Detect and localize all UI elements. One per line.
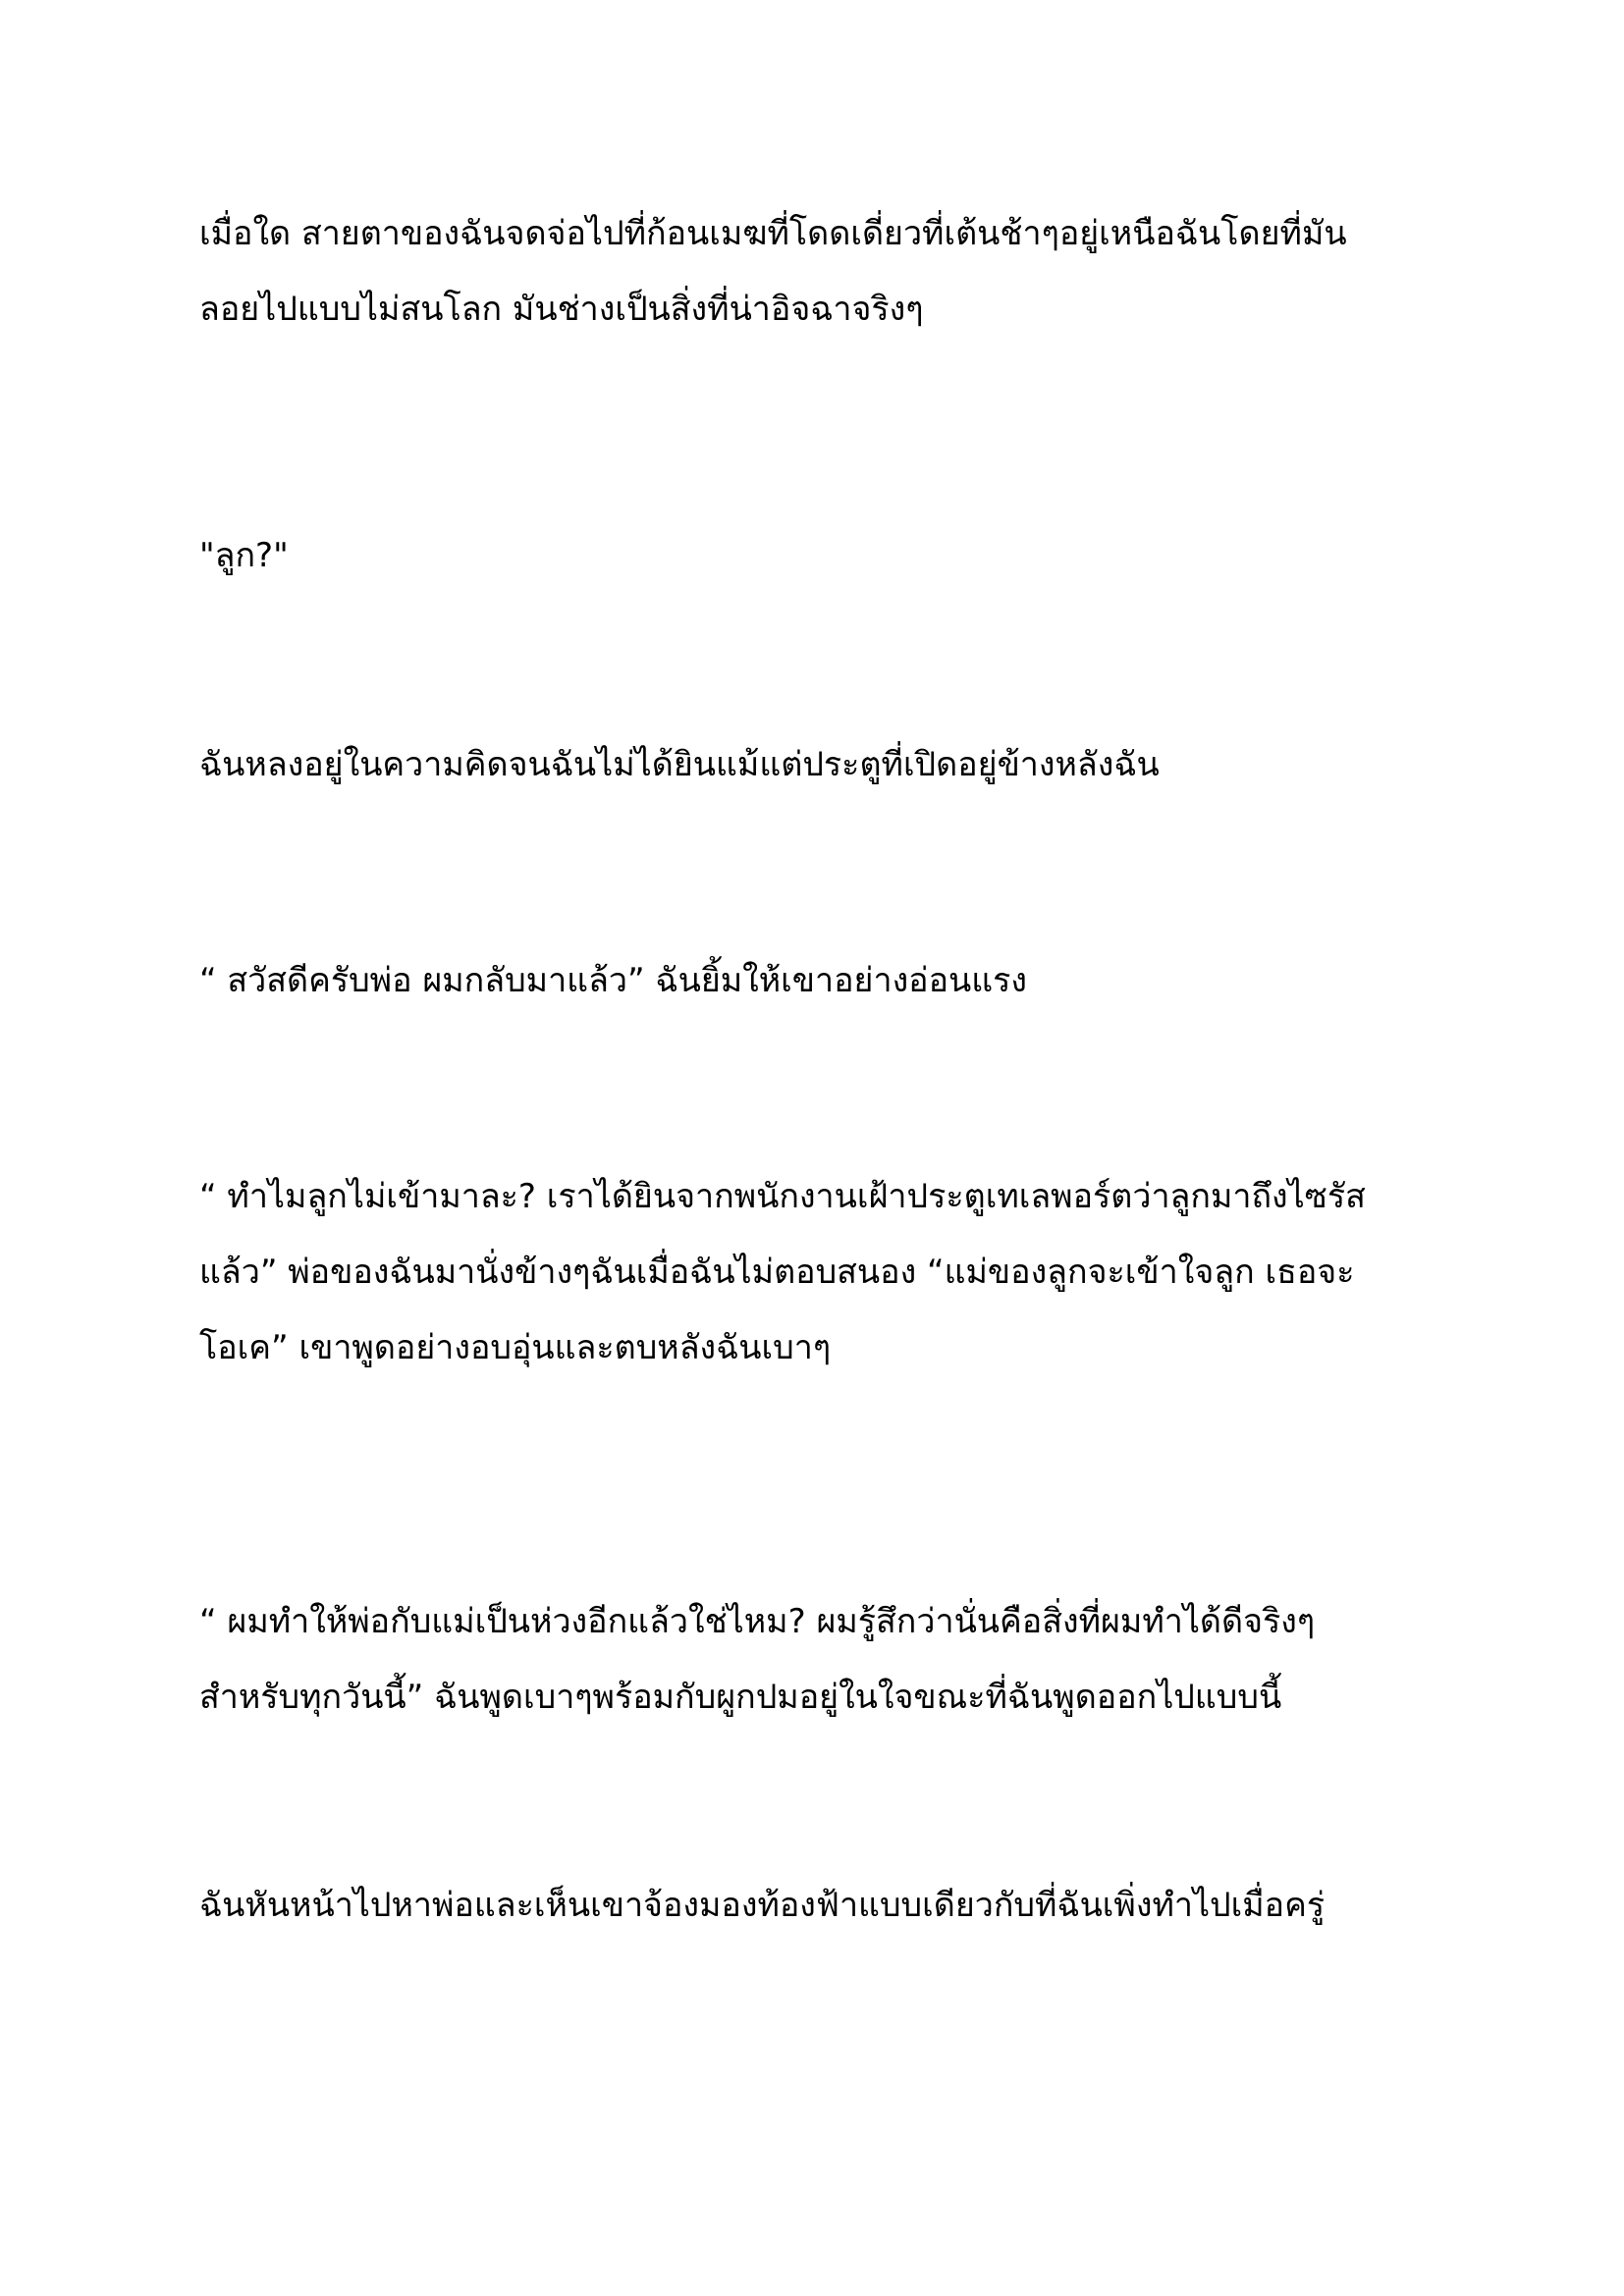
text-line: ฉันหันหน้าไปหาพ่อและเห็นเขาจ้องมองท้องฟ้าแบบเดียวกับที่ฉันเพิ่งทำไปเมื่อครู่ bbox=[199, 1886, 1326, 1925]
paragraph-greeting bbox=[199, 943, 1466, 1019]
text-line: โอเค” เขาพูดอย่างอบอุ่นและตบหลังฉันเบาๆ bbox=[199, 1328, 832, 1367]
text-line: สำหรับทุกวันนี้” ฉันพูดเบาๆพร้อมกับผูกปมอยู่ในใจขณะที่ฉันพูดออกไปแบบนี้ bbox=[199, 1678, 1282, 1717]
text-line: ลอยไปแบบไม่สนโลก มันช่างเป็นสิ่งที่น่าอิจฉาจริงๆ bbox=[199, 290, 924, 329]
paragraph-cloud bbox=[199, 196, 1466, 347]
text-line: แล้ว” พ่อของฉันมานั่งข้างๆฉันเมื่อฉันไม่ตอบสนอง “แม่ของลูกจะเข้าใจลูก เธอจะ bbox=[199, 1253, 1355, 1292]
paragraph-son-call bbox=[199, 518, 1466, 594]
text-line: “ ทำไมลูกไม่เข้ามาละ? เราได้ยินจากพนักงานเฝ้าประตูเทเลพอร์ตว่าลูกมาถึงไซรัส bbox=[199, 1177, 1366, 1216]
paragraph-father-question bbox=[199, 1159, 1466, 1386]
text-line: ฉันหลงอยู่ในความคิดจนฉันไม่ได้ยินแม้แต่ประตูที่เปิดอยู่ข้างหลังฉัน bbox=[199, 745, 1160, 784]
text-line: "ลูก?" bbox=[199, 536, 289, 575]
text-line: “ สวัสดีครับพ่อ ผมกลับมาแล้ว” ฉันยิ้มให้เขาอย่างอ่อนแรง bbox=[199, 961, 1028, 1000]
paragraph-look-at-sky bbox=[199, 1868, 1466, 1944]
text-line: เมื่อใด สายตาของฉันจดจ่อไปที่ก้อนเมฆที่โดดเดี่ยวที่เต้นช้าๆอยู่เหนือฉันโดยที่มัน bbox=[199, 214, 1347, 253]
paragraph-lost-in-thought bbox=[199, 727, 1466, 803]
text-line: “ ผมทำให้พ่อกับแม่เป็นห่วงอีกแล้วใช่ไหม? ผมรู้สึกว่านั่นคือสิ่งที่ผมทำได้ดีจริงๆ bbox=[199, 1602, 1316, 1641]
paragraph-worry bbox=[199, 1584, 1466, 1735]
